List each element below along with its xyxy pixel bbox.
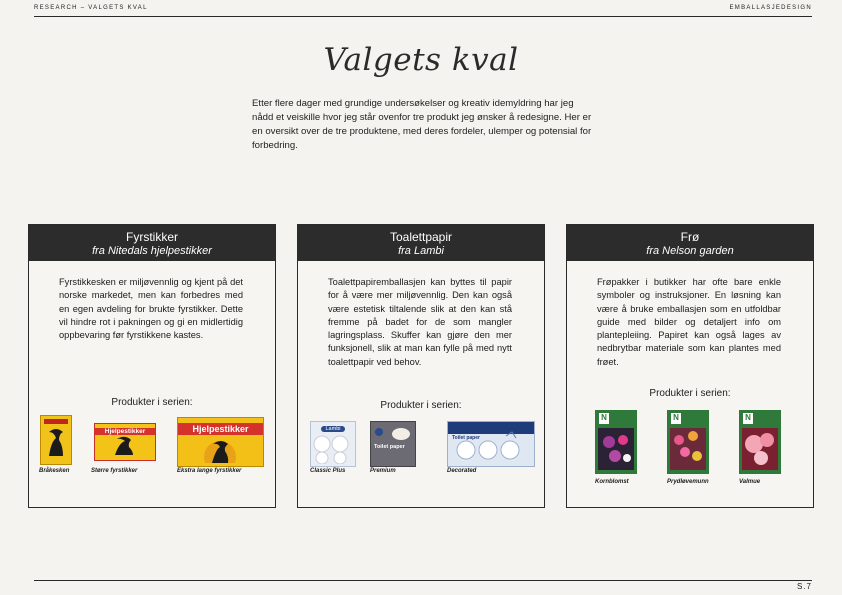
classic-pack-label: Lambi <box>321 426 345 432</box>
footer-divider <box>34 580 812 581</box>
matchbox-medium-image <box>94 423 156 461</box>
card-description: Toalettpapiremballasjen kan byttes til papir for å være mer miljøvennlig. Den kan også være estetisk tiltalende slik at den kan stå fremme på badet for de som mangler lagringsplass. Skuffer kan gjøre den mer funksjonell, slik at man kan fylle på med nytt toalettpapir ved behov. <box>328 277 512 367</box>
card-header <box>567 225 813 261</box>
series-label: Produkter i serien: <box>111 397 193 408</box>
card-subtitle: fra Lambi <box>398 245 444 257</box>
header-document-label: EMBALLASJEDESIGN <box>729 5 812 11</box>
decorated-pack-label: Toilet paper <box>452 435 480 441</box>
toilet-paper-decorated-image <box>447 421 535 467</box>
top-header <box>34 4 812 17</box>
intro-paragraph: Etter flere dager med grundige undersøkelser og kreativ idemyldring har jeg nådd et veiskille hvor jeg står ovenfor tre produkt jeg ønsker å redesigne. Her er en oversikt over de tre produktene, med deres fordeler, ulemper og potensial for forbedring. <box>252 98 592 151</box>
product-caption: Prydløvemunn <box>667 479 709 485</box>
product-caption: Ekstra lange fyrstikker <box>177 468 242 474</box>
card-header <box>298 225 544 261</box>
seed-pack-cornflower-image <box>595 410 637 474</box>
product-caption: Større fyrstikker <box>91 468 138 474</box>
header-section-label: RESEARCH – VALGETS KVAL <box>34 5 148 11</box>
product-caption: Decorated <box>447 468 477 474</box>
matchbox-large-label: Hjelpestikker <box>178 423 263 435</box>
matchbox-small-image <box>40 415 72 465</box>
premium-pack-label: Toilet paper <box>374 444 405 450</box>
toilet-paper-premium-image <box>370 421 416 467</box>
card-title: Frø <box>680 230 700 244</box>
card-description: Fyrstikkesken er miljøvennlig og kjent på det norske markedet, men kan forbedres med en egen avdeling for brukte fyrstikker. Dette vil hindre rot i pakningen og gi en midlertidig oppbevaring før fyrstikkene kastes. <box>59 277 243 341</box>
series-label: Produkter i serien: <box>380 400 462 411</box>
matchbox-large-image <box>177 417 264 467</box>
product-card-matches <box>28 224 276 508</box>
series-label: Produkter i serien: <box>649 388 731 399</box>
product-card-toilet-paper <box>297 224 545 508</box>
page-title: Valgets kval <box>323 42 519 78</box>
card-header <box>29 225 275 261</box>
card-description: Frøpakker i butikker har ofte bare enkle symboler og instruksjoner. En løsning kan være å bruke emballasjen som en utfoldbar guide med bilder og detaljert info om plantepleiing. Papiret kan også lages av nedbrytbar materiale som kan plantes med frøet. <box>597 277 781 367</box>
toilet-paper-classic-image <box>310 421 356 467</box>
product-caption: Valmue <box>739 479 761 485</box>
seed-pack-poppy-image <box>739 410 781 474</box>
product-caption: Premium <box>370 468 396 474</box>
nelson-logo: N <box>743 413 753 424</box>
product-caption: Classic Plus <box>310 468 346 474</box>
card-subtitle: fra Nitedals hjelpestikker <box>92 245 212 257</box>
matchbox-medium-label: Hjelpestikker <box>95 428 155 435</box>
product-caption: Bråkesken <box>39 468 70 474</box>
seed-pack-snapdragon-image <box>667 410 709 474</box>
card-subtitle: fra Nelson garden <box>646 245 734 257</box>
product-card-seeds <box>566 224 814 508</box>
card-title: Toalettpapir <box>389 230 453 244</box>
product-caption: Kornblomst <box>595 479 629 485</box>
nelson-logo: N <box>671 413 681 424</box>
page-number: S.7 <box>796 582 812 591</box>
nelson-logo: N <box>599 413 609 424</box>
card-title: Fyrstikker <box>126 230 178 244</box>
